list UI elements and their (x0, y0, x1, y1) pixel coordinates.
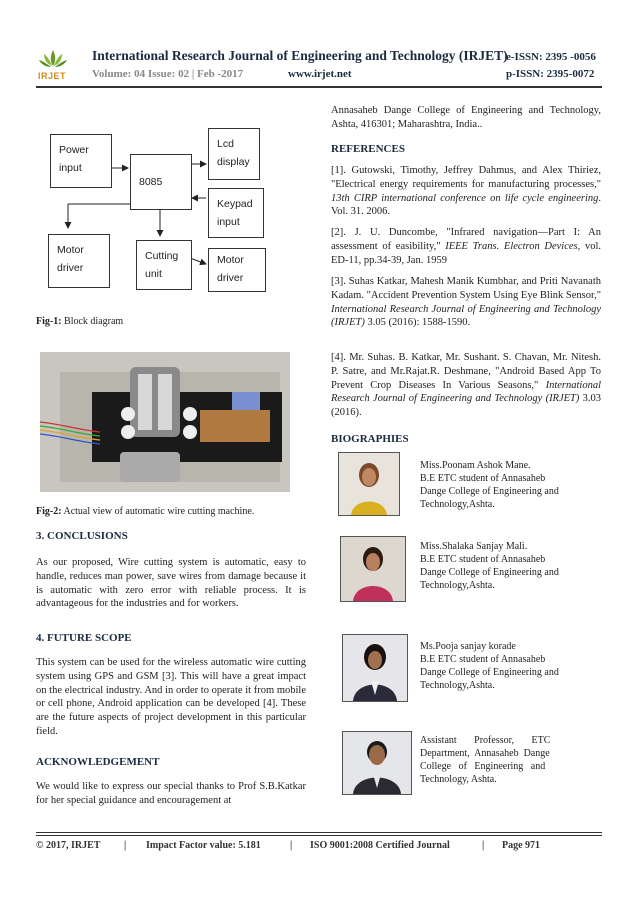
footer-rule-2 (36, 835, 602, 836)
keypad-input-block: Keypad input (208, 188, 264, 238)
motor-driver-right-block: Motor driver (208, 248, 266, 292)
footer-sep-3: | (482, 840, 485, 851)
p-issn: p-ISSN: 2395-0072 (506, 68, 595, 80)
footer-copyright: © 2017, IRJET (36, 840, 101, 851)
footer-impact-factor: Impact Factor value: 5.181 (146, 840, 261, 851)
footer-iso: ISO 9001:2008 Certified Journal (310, 840, 450, 851)
lcd-display-block: Lcd display (208, 128, 260, 180)
irjet-logo (36, 46, 70, 80)
footer-sep-2: | (290, 840, 293, 851)
footer-rule (36, 832, 602, 833)
biographies-heading: BIOGRAPHIES (331, 433, 409, 445)
block-diagram (40, 118, 280, 298)
reference-3: [3]. Suhas Katkar, Mahesh Manik Kumbhar, and Priti Navanath Kadam. "Accident Prevention System Using Eye Blink Sensor," International Research Journal of Engineering and Technology (IRJET) 3.05 (2016): 1588-1590. (331, 276, 601, 329)
reference-4: [4]. Mr. Suhas. B. Katkar, Mr. Sushant. S. Chavan, Mr. Nitesh. P. Satre, and Mr.Rajat.R. Deshmane, "Android Based App To Prevent Crop Diseases In Various Seasons," International Research Journal of Engineering and Technology (IRJET) 3.03 (2016). (331, 352, 601, 419)
volume-issue: Volume: 04 Issue: 02 | Feb -2017 (92, 68, 244, 80)
website-link[interactable]: www.irjet.net (288, 68, 352, 80)
journal-title: International Research Journal of Engineering and Technology (IRJET) (92, 48, 508, 63)
bio-photo-3 (342, 634, 408, 702)
fig2-caption: Fig-2: Actual view of automatic wire cutting machine. (36, 506, 255, 517)
bio-photo-2 (340, 536, 406, 602)
reference-1: [1]. Gutowski, Timothy, Jeffrey Dahmus, and Alex Thiriez, "Electrical energy requirements for manufacturing processes," 13th CIRP international conference on life cycle engineering. Vol. 31. 2006. (331, 165, 601, 218)
header-rule (36, 86, 602, 88)
bio-text-2: Miss.Shalaka Sanjay Mali. B.E ETC student of Annasaheb Dange College of Engineering and Technology,Ashta. (420, 541, 559, 591)
conclusions-text: As our proposed, Wire cutting system is automatic, easy to handle, reduces man power, save wires from damage because it is automatic with zero error with reliable process. It is advantageous for the industries and for workers. (36, 557, 306, 610)
acknowledgement-heading: ACKNOWLEDGEMENT (36, 756, 160, 768)
affiliation-continued: Annasaheb Dange College of Engineering and Technology, Ashta, 416301; Maharashtra, India.. (331, 105, 601, 130)
bio-text-3: Ms.Pooja sanjay korade B.E ETC student of Annasaheb Dange College of Engineering and Technology,Ashta. (420, 641, 559, 691)
logo-text: IRJET (38, 71, 67, 81)
bio-photo-4 (342, 731, 412, 795)
references-heading: REFERENCES (331, 143, 405, 155)
conclusions-heading: 3. CONCLUSIONS (36, 530, 128, 542)
power-input-block: Power input (50, 134, 112, 188)
bio-photo-1 (338, 452, 400, 516)
footer-page-number: Page 971 (502, 840, 541, 851)
motor-driver-left-block: Motor driver (48, 234, 110, 288)
future-scope-text: This system can be used for the wireless automatic wire cutting system using GPS and GSM [3]. This will have a great impact on the electrical industry. And in order to operate it from mobile or cell phone, Android application can be developed [4]. These are the future aspects of project development in this particular field. (36, 657, 306, 737)
reference-2: [2]. J. U. Duncombe, "Infrared navigation—Part I: An assessment of easibility," IEEE Trans. Electron Devices, vol. ED-11, pp.34-39, Jan. 1959 (331, 227, 601, 266)
future-scope-heading: 4. FUTURE SCOPE (36, 632, 132, 644)
mcu-8085-block: 8085 (130, 154, 192, 210)
wire-cutting-machine-photo (40, 352, 290, 492)
bio-text-1: Miss.Poonam Ashok Mane. B.E ETC student of Annasaheb Dange College of Engineering and Technology,Ashta. (420, 460, 559, 510)
e-issn: e-ISSN: 2395 -0056 (506, 51, 596, 63)
bio-text-4: Assistant Professor, ETC Department, Annasaheb Dange College of Engineering and Technology, Ashta. (420, 735, 551, 785)
acknowledgement-text: We would like to express our special thanks to Prof S.B.Katkar for her special guidance and encouragement at (36, 781, 306, 806)
footer-sep-1: | (124, 840, 127, 851)
fig1-caption: Fig-1: Block diagram (36, 316, 124, 327)
cutting-unit-block: Cutting unit (136, 240, 192, 290)
